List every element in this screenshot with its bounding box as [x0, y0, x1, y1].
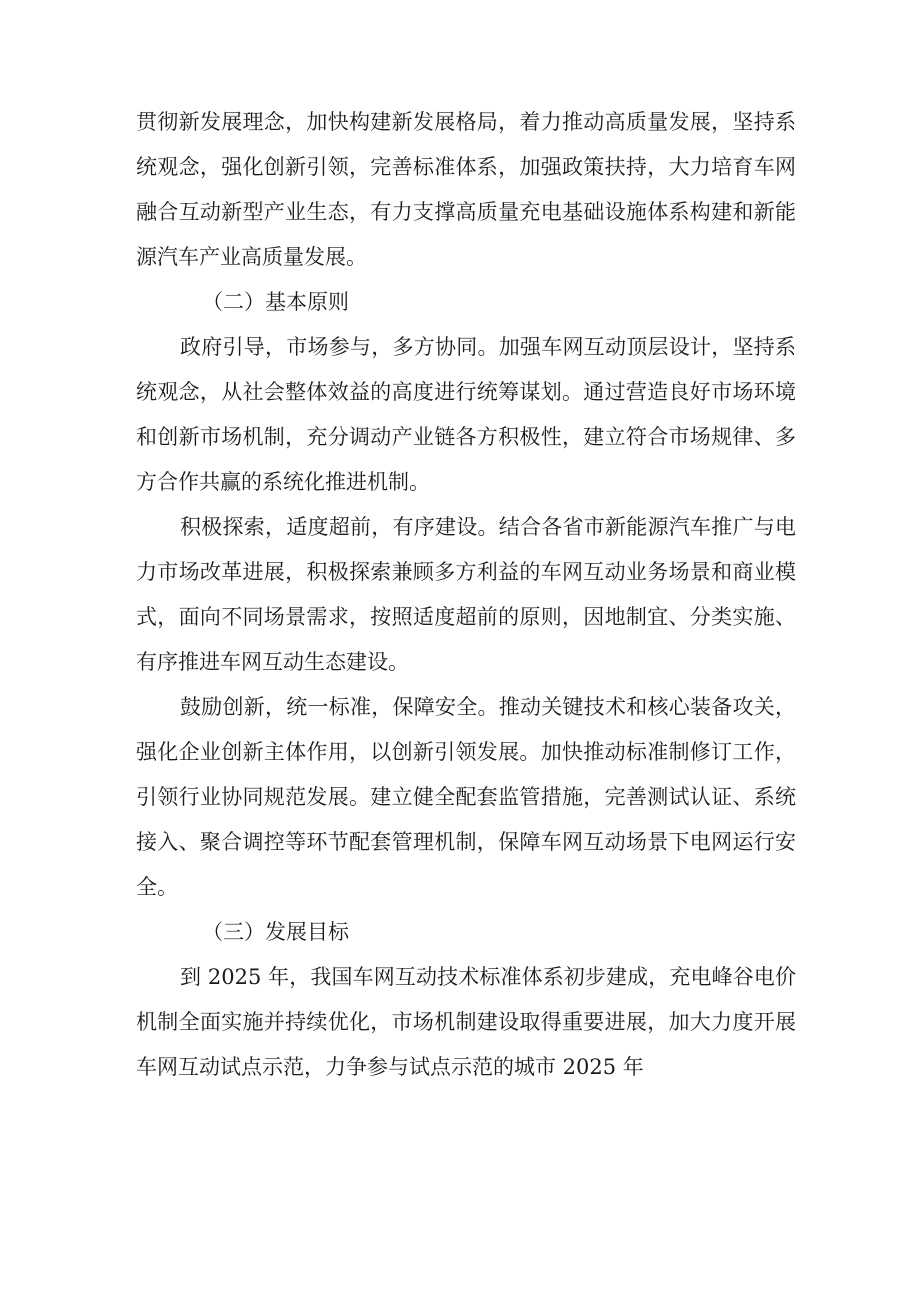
- paragraph-goals-2025: 到 2025 年，我国车网互动技术标准体系初步建成，充电峰谷电价机制全面实施并持续优化，市场机制建设取得重要进展，加大力度开展车网互动试点示范，力争参与试点示范的城市 2025 年: [136, 965, 796, 1079]
- paragraph-principle-active-exploration: 积极探索，适度超前，有序建设。结合各省市新能源汽车推广与电力市场改革进展，积极探索兼顾多方利益的车网互动业务场景和商业模式，面向不同场景需求，按照适度超前的原则，因地制宜、分类实施、有序推进车网互动生态建设。: [136, 515, 796, 674]
- paragraph-principle-government-guidance: 政府引导，市场参与，多方协同。加强车网互动顶层设计，坚持系统观念，从社会整体效益的高度进行统筹谋划。通过营造良好市场环境和创新市场机制，充分调动产业链各方积极性，建立符合市场规律、多方合作共赢的系统化推进机制。: [136, 335, 796, 494]
- paragraph-guiding-ideology: 贯彻新发展理念，加快构建新发展格局，着力推动高质量发展，坚持系统观念，强化创新引领，完善标准体系，加强政策扶持，大力培育车网融合互动新型产业生态，有力支撑高质量充电基础设施体系构建和新能源汽车产业高质量发展。: [136, 110, 796, 269]
- document-body: [136, 100, 796, 1090]
- paragraph-principle-encourage-innovation: 鼓励创新，统一标准，保障安全。推动关键技术和核心装备攻关，强化企业创新主体作用，以创新引领发展。加快推动标准制修订工作，引领行业协同规范发展。建立健全配套监管措施，完善测试认证、系统接入、聚合调控等环节配套管理机制，保障车网互动场景下电网运行安全。: [136, 695, 796, 899]
- section-heading-development-goals: （三）发展目标: [202, 920, 349, 944]
- section-heading-basic-principles: （二）基本原则: [202, 290, 349, 314]
